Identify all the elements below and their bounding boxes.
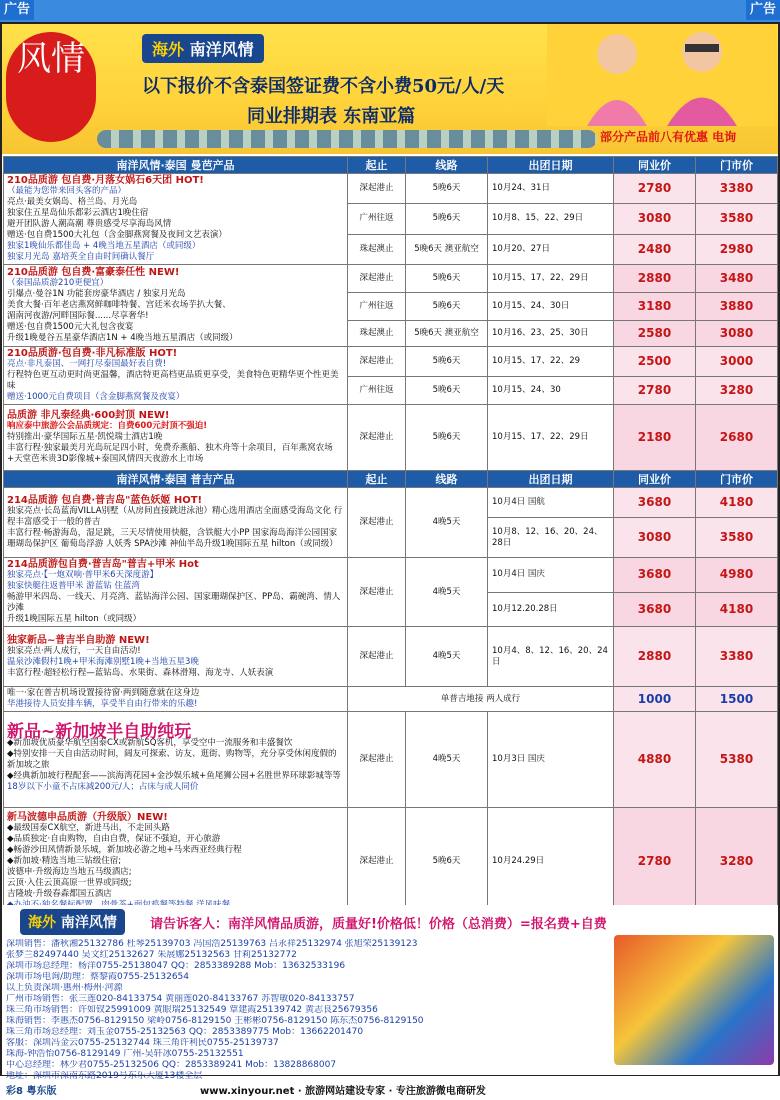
contact-line: 广州市场销售：张三莲020-84133754 黄丽莲020-84133767 苏智敏020-84133757 [6, 994, 355, 1004]
date-cell: 10月24、31日 [488, 174, 614, 204]
route-cell: 5晚6天 [406, 377, 488, 405]
header-route: 线路 [406, 471, 488, 488]
footer [2, 905, 778, 1081]
contact-line: 张梦兰82497440 吴文红25132627 朱展娜25132563 甘莉25132772 [6, 950, 297, 960]
route-cell: 5晚6天 [406, 347, 488, 377]
date-cell: 10月15、24、30 [488, 377, 614, 405]
retail-price-cell: 3280 [696, 808, 778, 916]
depart-cell: 深起港止 [348, 174, 406, 204]
depart-cell: 深起港止 [348, 712, 406, 808]
peer-price-cell: 3680 [614, 558, 696, 593]
retail-price-cell: 1500 [696, 687, 778, 712]
header-peer-price: 同业价 [614, 471, 696, 488]
product-description: 210品质游 包自费·富豪泰任性 NEW! （泰国品质游210更便宜） 引爆点·曼谷1N 功能套房豪华酒店 / 独家月光岛 美食大餐·百年老店燕窝鲜咖啡特餐、宫廷米衣场芋扒大餐、 湄南河夜游/河畔国际餐......尽享奢华! 赠送·包自费1500元大礼包含夜宴 升级1晚曼谷五星豪华酒店1N + 4晚当地五星酒店（或同级） [4, 265, 348, 347]
retail-price-cell: 3280 [696, 377, 778, 405]
retail-price-cell: 3580 [696, 518, 778, 558]
peer-price-cell: 3080 [614, 204, 696, 234]
date-cell: 10月20、27日 [488, 234, 614, 264]
route-cell: 5晚6天 澳亚航空 [406, 321, 488, 347]
date-cell: 10月16、23、25、30日 [488, 321, 614, 347]
table-row [4, 488, 778, 518]
date-cell: 10月4日 国庆 [488, 558, 614, 593]
header-date: 出团日期 [488, 471, 614, 488]
product-description: 214品质游包自费·普吉岛"普吉+甲米 Hot 独家亮点·【一炮双响·普甲米6天深度游】 独家快艇往返普甲米 游蓝钻 住蓝湾 畅游甲米四岛、一线天、月亮湾、蓝钻海洋公园、国家珊瑚保护区、PP岛、霸碗湾、情人沙滩 升级1晚国际五星 hilton（或同级） [4, 558, 348, 627]
table-row [4, 558, 778, 593]
top-bar [0, 0, 780, 22]
retail-price-cell: 3000 [696, 347, 778, 377]
retail-price-cell: 5380 [696, 712, 778, 808]
page-number: 彩8 粤东版 [6, 1086, 57, 1097]
contact-line: 深圳销售：潘秋湘25132786 杜琴25139703 冯国浩25139763 吕永祥25132974 张旭荣25139123 [6, 939, 418, 949]
banner [2, 24, 778, 154]
depart-cell: 深起港止 [348, 808, 406, 916]
travelers-photo [547, 24, 777, 126]
table-row [4, 712, 778, 808]
peer-price-cell: 2780 [614, 808, 696, 916]
header-depart: 起止 [348, 157, 406, 174]
header-retail-price: 门市价 [696, 157, 778, 174]
date-cell: 10月4日 国航 [488, 488, 614, 518]
header-route: 线路 [406, 157, 488, 174]
date-cell: 10月24.29日 [488, 808, 614, 916]
brand-prefix: 海外 [28, 915, 56, 931]
route-cell: 5晚6天 [406, 174, 488, 204]
contact-list [6, 939, 606, 1082]
header-peer-price: 同业价 [614, 157, 696, 174]
subheadline: 同业排期表 东南亚篇 [247, 106, 416, 127]
route-cell: 5晚6天 澳亚航空 [406, 234, 488, 264]
route-cell: 5晚6天 [406, 204, 488, 234]
peer-price-cell: 3680 [614, 488, 696, 518]
date-cell: 10月3日 国庆 [488, 712, 614, 808]
table-row [4, 627, 778, 687]
product-description: 新品~新加坡半自助纯玩 ◆新加坡优质豪华航空国泰CX或新航SQ客机，享受空中一流服务和丰盛餐饮 ◆特别安排一天自由活动时间，阔友可探索、访友、逛街、购物等，充分享受休闲度假的新加坡之旅 ◆经典新加坡行程配套——滨海湾花园+金沙娱乐城+鱼尾狮公园+名胜世界环球影城等等 18岁以下小童不占床减200元/人；占床与成人同价 [4, 712, 348, 808]
brand-name: 南洋风情 [189, 40, 254, 59]
route-cell: 4晚5天 [406, 488, 488, 558]
footer-brand-badge [20, 909, 125, 935]
date-cell: 10月15、17、22、29日 [488, 405, 614, 471]
depart-cell: 深起港止 [348, 265, 406, 293]
peer-price-cell: 2780 [614, 377, 696, 405]
peer-price-cell: 2580 [614, 321, 696, 347]
depart-cell: 广州往返 [348, 293, 406, 321]
wave-decoration [97, 130, 597, 148]
table-row [4, 808, 778, 916]
retail-price-cell: 4980 [696, 558, 778, 593]
peer-price-cell: 2500 [614, 347, 696, 377]
peer-price-cell: 2780 [614, 174, 696, 204]
website-credit[interactable]: www.xinyour.net · 旅游网站建设专家 · 专注旅游微电商研发 [200, 1086, 486, 1097]
peer-price-cell: 4880 [614, 712, 696, 808]
route-cell: 4晚5天 [406, 712, 488, 808]
retail-price-cell: 3580 [696, 204, 778, 234]
depart-cell: 深起港止 [348, 558, 406, 627]
contact-line: 深圳市场电询/助理：蔡黎霞0755-25132654 [6, 972, 189, 982]
retail-price-cell: 4180 [696, 592, 778, 627]
header-depart: 起止 [348, 471, 406, 488]
feng-qing-logo: 风情 [6, 32, 96, 142]
header-product: 南洋风情·泰国 曼芭产品 [4, 157, 348, 174]
product-description: 新马波德申品质游（升级版）NEW! ◆最级国泰CX航空，新进马出，不走回头路 ◆品质独定·自由购物，自由自费，保证不强迫，开心旅游 ◆畅游沙田风情新景乐城，新加坡必游之地+马来西亚经典行程 ◆新加坡·精选当地三钻级住宿; 波德申·升级海边当地五马级酒店; 云顶·入住云顶高原一世界或同级; 吉隆坡·升级春森都国五酒店 [4, 808, 348, 916]
peer-price-cell: 2880 [614, 627, 696, 687]
route-cell: 5晚6天 [406, 808, 488, 916]
retail-price-cell: 2680 [696, 405, 778, 471]
retail-price-cell: 3380 [696, 174, 778, 204]
brand-name: 南洋风情 [60, 915, 117, 931]
contact-line: 珠三角市场总经理：刘玉金0755-25132563 QQ：2853389775 Mob：13662201470 [6, 1027, 364, 1037]
thai-table [3, 156, 778, 916]
depart-cell: 珠起澳止 [348, 321, 406, 347]
product-description: 210品质游 包自费·月落女娲石6天团 HOT! （最能为您带来回头客的产品） 亮点·最美女娲岛、格兰岛、月光岛 独家住五星岛仙乐都彩云酒店1晚住宿 避开团队游人潮高潮 尊贵感受尽享海岛风情 赠送·包自费1500大礼包（含金脚燕窝餐及夜间文艺表演） 独家1晚仙乐都佳岛 + 4晚当地五星酒店（或同级） 独家月光岛 嘉培英全自由时间确认餐厅 [4, 174, 348, 265]
peer-price-cell: 3680 [614, 592, 696, 627]
depart-cell: 广州往返 [348, 377, 406, 405]
product-description: 独家新品~普吉半自助游 NEW! 独家亮点·两人成行，一天自由活动! 温泉沙滩假村1晚+甲米海滩别墅1晚+当地五星3晚 丰富行程·超轻松行程—蓝钻岛、水果街、森林滑翔、海龙寺、人妖表演 [4, 627, 348, 687]
date-cell: 10月4、8、12、16、20、24日 [488, 627, 614, 687]
contact-line: 客服：深圳冯金云0755-25132744 珠三角许利民0755-25139737 [6, 1038, 279, 1048]
date-cell: 10月15、24、30日 [488, 293, 614, 321]
peer-price-cell: 3080 [614, 518, 696, 558]
contact-line: 中心总经理：林少君0755-25132506 QQ：2853389241 Mob：13828868007 [6, 1060, 337, 1070]
retail-price-cell: 4180 [696, 488, 778, 518]
destination-photos [614, 935, 774, 1065]
table-row [4, 174, 778, 204]
table-header [4, 157, 778, 174]
note-cell: 唯一·家在普吉机场设置接待窗·两到随意就在这身边 华港接待人员安排车辆，享受半自由行带来的乐趣! [4, 687, 348, 712]
date-cell: 10月15、17、22、29日 [488, 265, 614, 293]
depart-cell: 深起港止 [348, 405, 406, 471]
header-product: 南洋风情·泰国 普吉产品 [4, 471, 348, 488]
retail-price-cell: 2980 [696, 234, 778, 264]
bottom-bar [0, 1078, 780, 1100]
contact-line: 珠三角市场销售：许如钗25991009 黄眼瑞25132549 覃建霞25139742 黄志良25679356 [6, 1005, 378, 1015]
table-header [4, 471, 778, 488]
peer-price-cell: 2480 [614, 234, 696, 264]
date-cell: 10月15、17、22、29 [488, 347, 614, 377]
contact-line: 以上负责深圳·惠州·梅州·河源 [6, 983, 123, 993]
peer-price-cell: 3180 [614, 293, 696, 321]
table-row [4, 347, 778, 377]
table-row [4, 265, 778, 293]
ad-tag-right: 广告 [746, 0, 780, 20]
headline: 以下报价不含泰国签证费不含小费50元/人/天 [142, 76, 505, 97]
depart-cell: 广州往返 [348, 204, 406, 234]
product-description: 210品质游·包自费·非凡标准版 HOT! 亮点·非凡泰国、一网打尽泰国最好表自费! 行程特色更互动更时尚更温馨，酒店特更高档更品质更享受，美食特色更精华更个性更美味 赠送·1000元自费项目（含金脚燕窝餐及夜宴） [4, 347, 348, 405]
deal-note: 部分产品前八有优惠 电询 [600, 130, 737, 144]
depart-cell: 珠起澳止 [348, 234, 406, 264]
contact-line: 珠海销售：李惠杰0756-8129150 梁岭0756-8129150 王彬彬0756-8129150 陈东杰0756-8129150 [6, 1016, 424, 1026]
peer-price-cell: 2880 [614, 265, 696, 293]
footer-slogan: 请告诉客人：南洋风情品质游，质量好!价格低！价格（总消费）=报名费+自费 [150, 917, 607, 932]
header-date: 出团日期 [488, 157, 614, 174]
ad-tag-left: 广告 [0, 0, 34, 20]
contact-line: 深圳市场总经理：杨洋0755-25138047 QQ：2853389288 Mob：13632533196 [6, 961, 346, 971]
product-description: 品质游 非凡泰经典·600封顶 NEW! 响应泰中旅游公会品质规定：自费600元封顶不强迫! 特别推出·豪华国际五星·凯悦瑞士酒店1晚 丰富行程·独家最美月光岛玩足四小时，免费乔燕船、独木舟等十余项目，百年燕窝农场+天堂芭米贵3D影像城+泰国风情四天夜游水上市场 [4, 405, 348, 471]
header-retail-price: 门市价 [696, 471, 778, 488]
retail-price-cell: 3880 [696, 293, 778, 321]
date-cell: 10月8、12、16、20、24、28日 [488, 518, 614, 558]
peer-price-cell: 1000 [614, 687, 696, 712]
date-cell: 10月8、15、22、29日 [488, 204, 614, 234]
route-cell: 4晚5天 [406, 627, 488, 687]
date-cell: 10月12.20.28日 [488, 592, 614, 627]
contact-line: 珠海-钟浩怡0756-8129149 广州-吴轩冰0755-25132551 [6, 1049, 244, 1059]
product-description: 214品质游 包自费·普吉岛"蓝色妖姬 HOT! 独家亮点·长岛蓝海VILLA别墅（从房间直接跳进泳池）精心选用酒店全面感受海岛文化 行程丰富感受于一般的普吉 丰富行程·畅游海岛，湿足跳，三天尽情使用快艇，含铁艇大小PP 国家海岛海洋公园国家珊瑚岛保护区 葡萄岛浮游 人妖秀 SPA沙滩 神仙半岛升级1晚国际五星 hilton（或同级） [4, 488, 348, 558]
note-route-cell: 单普吉地接 两人成行 [348, 687, 614, 712]
retail-price-cell: 3480 [696, 265, 778, 293]
retail-price-cell: 3080 [696, 321, 778, 347]
brand-prefix: 海外 [152, 40, 185, 59]
brand-badge [142, 34, 264, 63]
route-cell: 5晚6天 [406, 265, 488, 293]
table-row [4, 687, 778, 712]
route-cell: 5晚6天 [406, 405, 488, 471]
peer-price-cell: 2180 [614, 405, 696, 471]
retail-price-cell: 3380 [696, 627, 778, 687]
depart-cell: 深起港止 [348, 627, 406, 687]
route-cell: 4晚5天 [406, 558, 488, 627]
route-cell: 5晚6天 [406, 293, 488, 321]
contact-line: 地址：深圳市深南东路2019号东乐大厦13楼全层 [6, 1071, 203, 1081]
depart-cell: 深起港止 [348, 347, 406, 377]
depart-cell: 深起港止 [348, 488, 406, 558]
table-row [4, 405, 778, 471]
